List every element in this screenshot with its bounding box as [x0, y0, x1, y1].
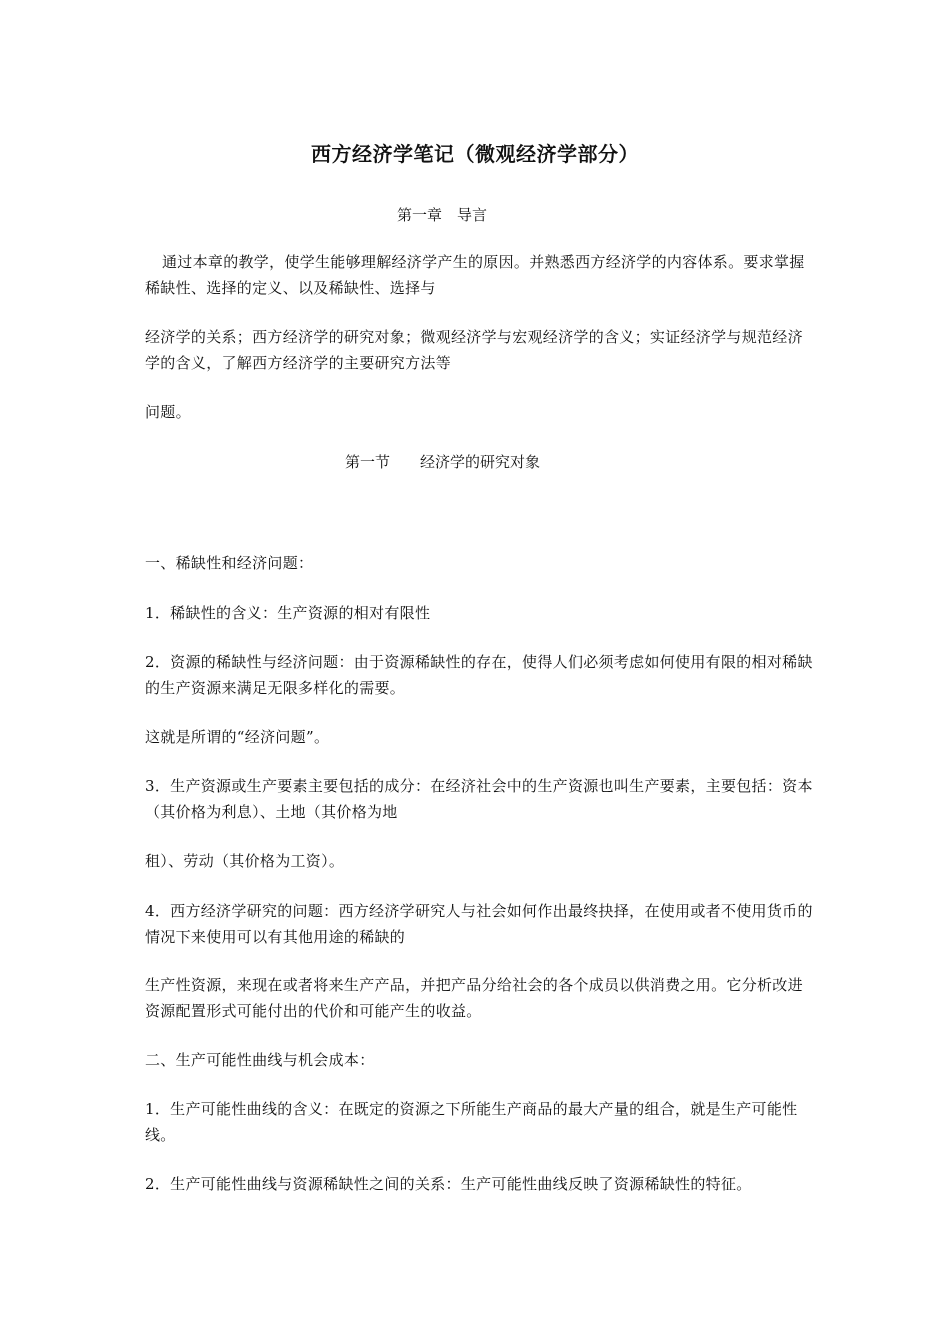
list-item-4-continued: 生产性资源，来现在或者将来生产产品，并把产品分给社会的各个成员以供消费之用。它分析改进资源配置形式可能付出的代价和可能产生的收益。 — [145, 976, 803, 1020]
list-item-3: 3．生产资源或生产要素主要包括的成分：在经济社会中的生产资源也叫生产要素，主要包括：资本（其价格为利息）、土地（其价格为地 — [145, 777, 813, 821]
list-item-ppc-1: 1．生产可能性曲线的含义：在既定的资源之下所能生产商品的最大产量的组合，就是生产可能性线。 — [145, 1100, 798, 1144]
paragraph-intro-end: 问题。 — [145, 403, 191, 421]
list-item-4: 4．西方经济学研究的问题：西方经济学研究人与社会如何作出最终抉择，在使用或者不使用货币的情况下来使用可以有其他用途的稀缺的 — [145, 902, 813, 946]
list-item-ppc-2: 2．生产可能性曲线与资源稀缺性之间的关系：生产可能性曲线反映了资源稀缺性的特征。 — [145, 1175, 752, 1193]
paragraph-intro: 通过本章的教学，使学生能够理解经济学产生的原因。并熟悉西方经济学的内容体系。要求掌握稀缺性、选择的定义、以及稀缺性、选择与 — [145, 253, 805, 297]
list-item-2-continued: 这就是所谓的“经济问题”。 — [145, 728, 330, 746]
subsection-heading-scarcity: 一、稀缺性和经济问题： — [145, 554, 314, 572]
list-item-3-continued: 租）、劳动（其价格为工资）。 — [145, 852, 345, 870]
chapter-heading: 第一章 导言 — [397, 206, 488, 224]
list-item-1: 1．稀缺性的含义：生产资源的相对有限性 — [145, 604, 431, 622]
list-item-2: 2．资源的稀缺性与经济问题：由于资源稀缺性的存在，使得人们必须考虑如何使用有限的相对稀缺的生产资源来满足无限多样化的需要。 — [145, 653, 813, 697]
section-heading: 第一节 经济学的研究对象 — [345, 453, 541, 471]
paragraph-intro-continued: 经济学的关系；西方经济学的研究对象；微观经济学与宏观经济学的含义；实证经济学与规范经济学的含义，了解西方经济学的主要研究方法等 — [145, 328, 803, 372]
subsection-heading-production-possibility: 二、生产可能性曲线与机会成本： — [145, 1051, 375, 1069]
document-title: 西方经济学笔记（微观经济学部分） — [311, 142, 639, 166]
